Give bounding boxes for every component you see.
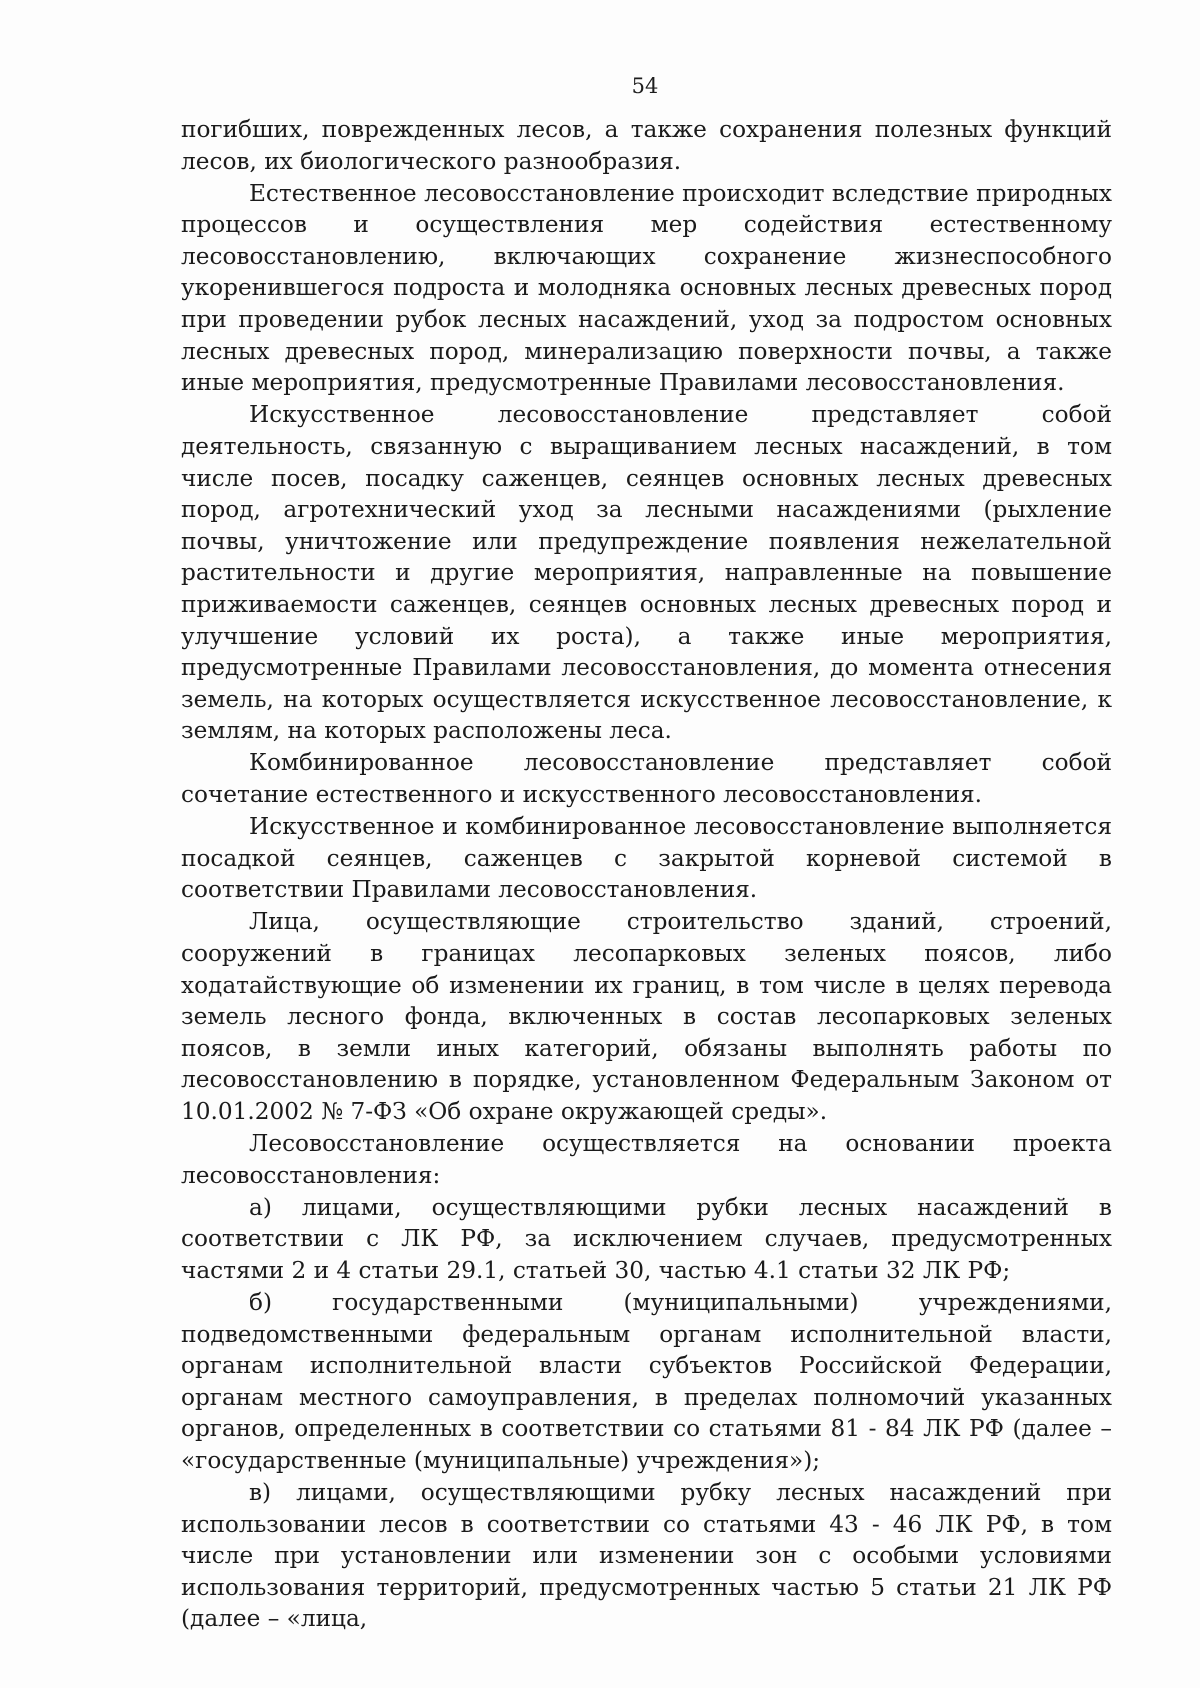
document-body [181,114,1112,1635]
page-number: 54 [631,74,659,98]
paragraph-natural-reforestation: Естественное лесовосстановление происходит вследствие природных процессов и осуществления мер содействия естественному лесовосстановлению, включающих сохранение жизнеспособного укоренившегося подроста и молодняка основных лесных древесных пород при проведении рубок лесных насаждений, уход за подростом основных лесных древесных пород, минерализацию поверхности почвы, а также иные мероприятия, предусмотренные Правилами лесовосстановления. [181,179,1112,397]
paragraph-green-belts: Лица, осуществляющие строительство зданий, строений, сооружений в границах лесопарковых зеленых поясов, либо ходатайствующие об изменении их границ, в том числе в целях перевода земель лесного фонда, включенных в состав лесопарковых зеленых поясов, в земли иных категорий, обязаны выполнять работы по лесовосстановлению в порядке, установленном Федеральным Законом от 10.01.2002 № 7-ФЗ «Об охране окружающей среды». [181,908,1112,1125]
paragraph-project-basis: Лесовосстановление осуществляется на основании проекта лесовосстановления: [181,1130,1112,1189]
paragraph-continuation: погибших, поврежденных лесов, а также сохранения полезных функций лесов, их биологического разнообразия. [181,116,1112,175]
list-item-a: а) лицами, осуществляющими рубки лесных насаждений в соответствии с ЛК РФ, за исключением случаев, предусмотренных частями 2 и 4 статьи 29.1, статьей 30, частью 4.1 статьи 32 ЛК РФ; [181,1193,1112,1284]
paragraph-combined-reforestation: Комбинированное лесовосстановление представляет собой сочетание естественного и искусственного лесовосстановления. [181,749,1112,808]
paragraph-planting-method: Искусственное и комбинированное лесовосстановление выполняется посадкой сеянцев, саженцев с закрытой корневой системой в соответствии Правилами лесовосстановления. [181,813,1112,904]
list-item-v: в) лицами, осуществляющими рубку лесных насаждений при использовании лесов в соответствии со статьями 43 - 46 ЛК РФ, в том числе при установлении или изменении зон с особыми условиями использования территорий, предусмотренных частью 5 статьи 21 ЛК РФ (далее – «лица, [181,1479,1112,1633]
list-item-b: б) государственными (муниципальными) учреждениями, подведомственными федеральным органам исполнительной власти, органам исполнительной власти субъектов Российской Федерации, органам местного самоуправления, в пределах полномочий указанных органов, определенных в соответствии со статьями 81 - 84 ЛК РФ (далее – «государственные (муниципальные) учреждения»); [181,1288,1112,1474]
paragraph-artificial-reforestation: Искусственное лесовосстановление представляет собой деятельность, связанную с выращиванием лесных насаждений, в том числе посев, посадку саженцев, сеянцев основных лесных древесных пород, агротехнический уход за лесными насаждениями (рыхление почвы, уничтожение или предупреждение появления нежелательной растительности и другие мероприятия, направленные на повышение приживаемости саженцев, сеянцев основных лесных древесных пород и улучшение условий их роста), а также иные мероприятия, предусмотренные Правилами лесовосстановления, до момента отнесения земель, на которых осуществляется искусственное лесовосстановление, к землям, на которых расположены леса. [181,401,1112,745]
